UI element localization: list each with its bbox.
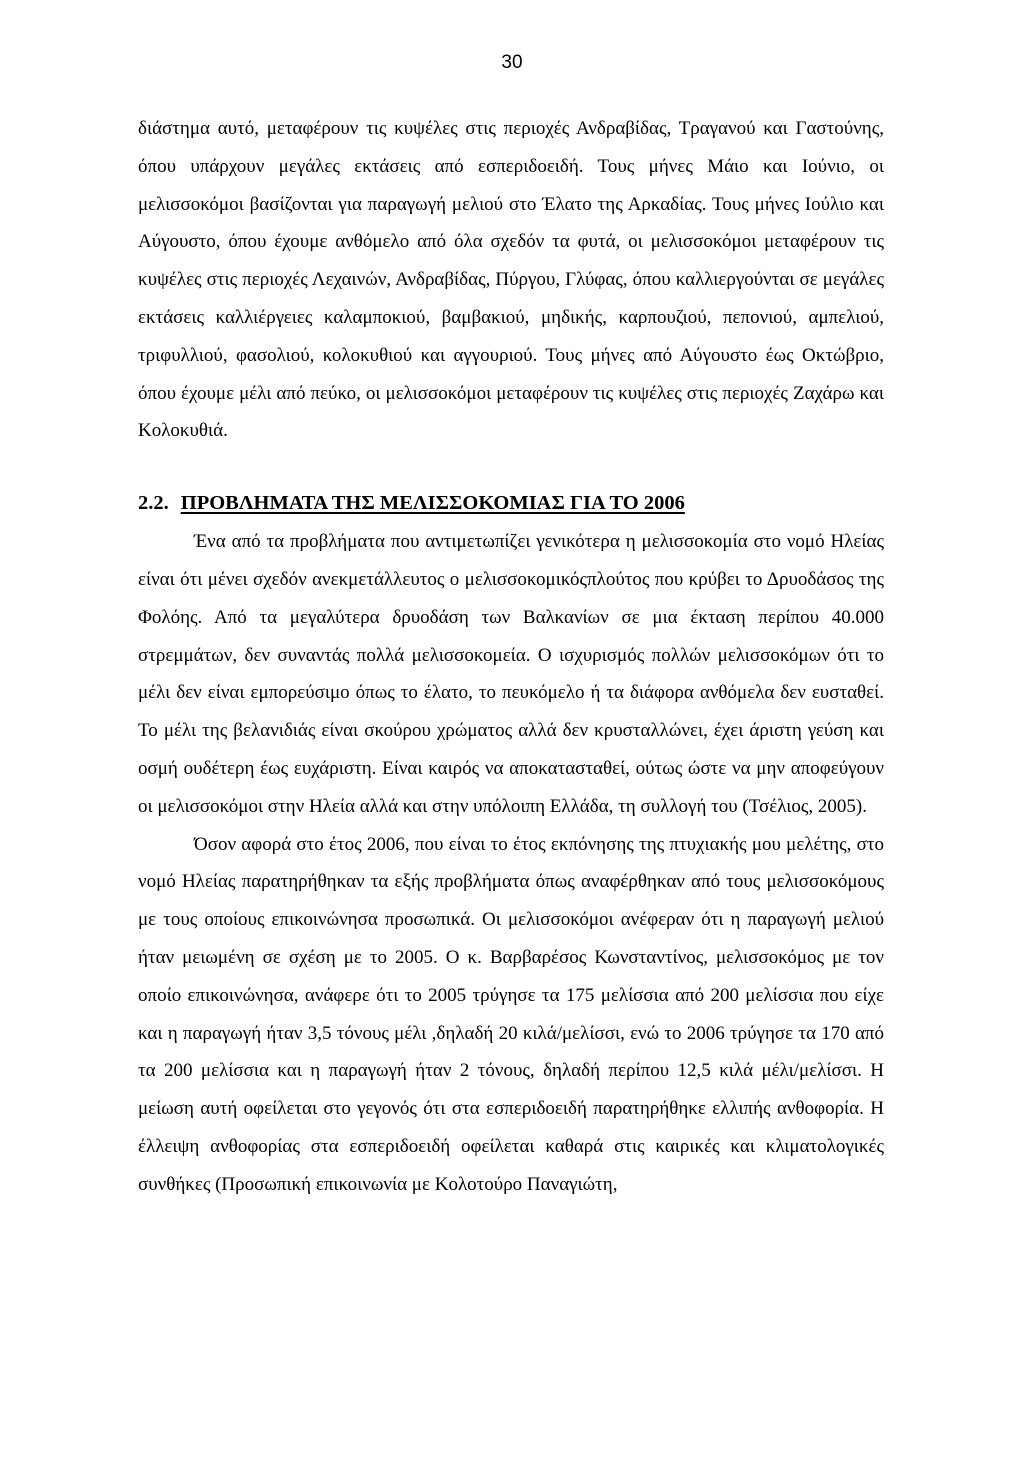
paragraph-problems: Ένα από τα προβλήματα που αντιμετωπίζει γενικότερα η μελισσοκομία στο νομό Ηλείας είναι ότι μένει σχεδόν ανεκμετάλλευτος ο μελισσοκομικόςπλούτος που κρύβει το Δρυοδάσος της Φολόης. Από τα μεγαλύτερα δρυοδάση των Βαλκανίων σε μια έκταση περίπου 40.000 στρεμμάτων, δεν συναντάς πολλά μελισσοκομεία. Ο ισχυρισμός πολλών μελισσοκόμων ότι το μέλι δεν είναι εμπορεύσιμο όπως το έλατο, το πευκόμελο ή τα διάφορα ανθόμελα δεν ευσταθεί. Το μέλι της βελανιδιάς είναι σκούρου χρώματος αλλά δεν κρυσταλλώνει, έχει άριστη γεύση και οσμή ουδέτερη έως ευχάριστη. Είναι καιρός να αποκατασταθεί, ούτως ώστε να μην αποφεύγουν οι μελισσοκόμοι στην Ηλεία αλλά και στην υπόλοιπη Ελλάδα, τη συλλογή του (Τσέλιος, 2005).: [138, 531, 884, 817]
section-heading: [138, 485, 884, 521]
paragraph-year-2006: Όσον αφορά στο έτος 2006, που είναι το έτος εκπόνησης της πτυχιακής μου μελέτης, στο νομό Ηλείας παρατηρήθηκαν τα εξής προβλήματα όπως αναφέρθηκαν από τους μελισσοκόμους με τους οποίους επικοινώνησα προσωπικά. Οι μελισσοκόμοι ανέφεραν ότι η παραγωγή μελιού ήταν μειωμένη σε σχέση με το 2005. Ο κ. Βαρβαρέσος Κωνσταντίνος, μελισσοκόμος με τον οποίο επικοινώνησα, ανάφερε ότι το 2005 τρύγησε τα 175 μελίσσια από 200 μελίσσια που είχε και η παραγωγή ήταν 3,5 τόνους μέλι ,δηλαδή 20 κιλά/μελίσσι, ενώ το 2006 τρύγησε τα 170 από τα 200 μελίσσια και η παραγωγή ήταν 2 τόνους, δηλαδή περίπου 12,5 κιλά μέλι/μελίσσι. Η μείωση αυτή οφείλεται στο γεγονός ότι στα εσπεριδοειδή παρατηρήθηκε ελλιπής ανθοφορία. Η έλλειψη ανθοφορίας στα εσπεριδοειδή οφείλεται καθαρά στις καιρικές και κλιματολογικές συνθήκες (Προσωπική επικοινωνία με Κολοτούρο Παναγιώτη,: [138, 833, 884, 1195]
page-number: 30: [501, 52, 523, 73]
section-number: 2.2.: [138, 492, 169, 515]
paragraph-intro: διάστημα αυτό, μεταφέρουν τις κυψέλες στις περιοχές Ανδραβίδας, Τραγανού και Γαστούνης, όπου υπάρχουν μεγάλες εκτάσεις από εσπεριδοειδή. Τους μήνες Μάιο και Ιούνιο, οι μελισσοκόμοι βασίζονται για παραγωγή μελιού στο Έλατο της Αρκαδίας. Τους μήνες Ιούλιο και Αύγουστο, όπου έχουμε ανθόμελο από όλα σχεδόν τα φυτά, οι μελισσοκόμοι μεταφέρουν τις κυψέλες στις περιοχές Λεχαινών, Ανδραβίδας, Πύργου, Γλύφας, όπου καλλιεργούνται σε μεγάλες εκτάσεις καλλιέργειες καλαμποκιού, βαμβακιού, μηδικής, καρπουζιού, πεπονιού, αμπελιού, τριφυλλιού, φασολιού, κολοκυθιού και αγγουριού. Τους μήνες από Αύγουστο έως Οκτώβριο, όπου έχουμε μέλι από πεύκο, οι μελισσοκόμοι μεταφέρουν τις κυψέλες στις περιοχές Ζαχάρω και Κολοκυθιά.: [138, 118, 884, 442]
section-title: ΠΡΟΒΛΗΜΑΤΑ ΤΗΣ ΜΕΛΙΣΣΟΚΟΜΙΑΣ ΓΙΑ ΤΟ 2006: [180, 492, 685, 515]
document-body: [138, 110, 884, 1204]
